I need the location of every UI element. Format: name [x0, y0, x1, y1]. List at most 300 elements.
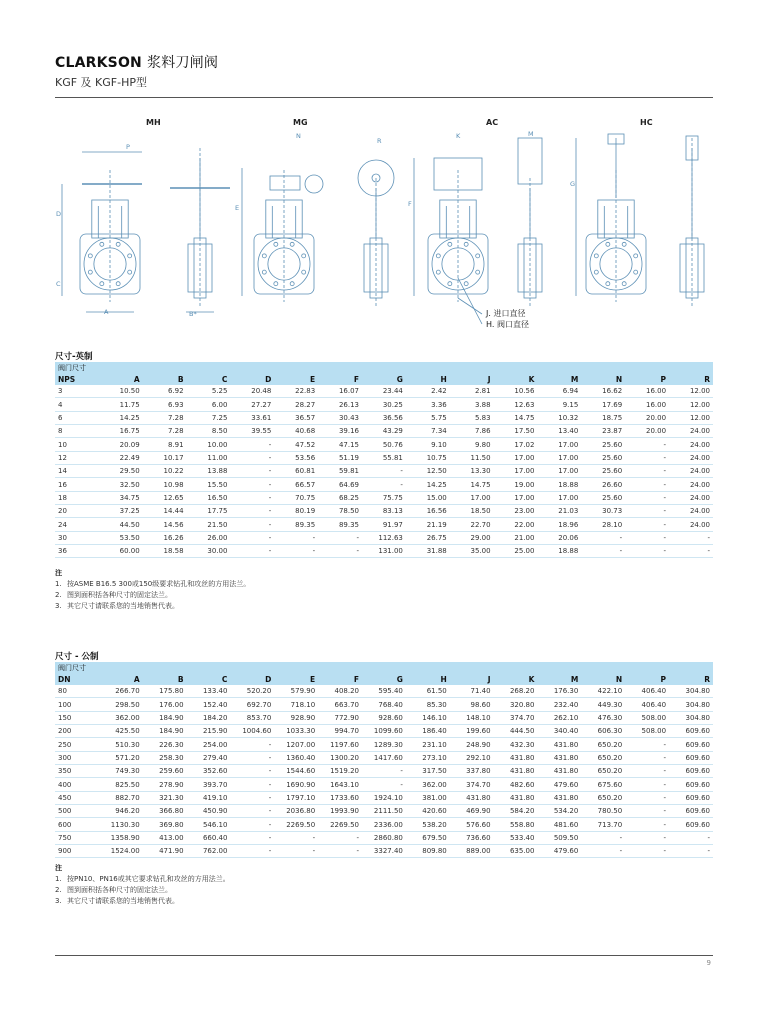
metric-value-cell: 946.20 — [99, 805, 143, 818]
metric-value-cell: - — [274, 831, 318, 844]
mh-front-bolt-hole — [100, 282, 104, 286]
imperial-value-cell: 22.70 — [450, 518, 494, 531]
ac-front-bolt-hole — [476, 270, 480, 274]
imperial-value-cell: 20.00 — [625, 425, 669, 438]
metric-value-cell: 520.20 — [230, 685, 274, 698]
metric-value-cell: 413.00 — [143, 831, 187, 844]
metric-table-caption: 阀门尺寸 — [55, 662, 713, 673]
imperial-value-cell: 13.40 — [537, 425, 581, 438]
imperial-value-cell: - — [625, 531, 669, 544]
mh-front-bolt-hole — [88, 254, 92, 258]
metric-value-cell: 184.90 — [143, 711, 187, 724]
metric-value-cell: - — [230, 738, 274, 751]
imperial-value-cell: 15.50 — [187, 478, 231, 491]
mg-gearbox — [270, 176, 300, 190]
metric-value-cell: 1797.10 — [274, 791, 318, 804]
imperial-size-cell: 24 — [55, 518, 99, 531]
imperial-value-cell: 12.50 — [406, 465, 450, 478]
imperial-table-row — [55, 411, 713, 424]
hc-front-bolt-hole — [606, 282, 610, 286]
metric-value-cell: 534.20 — [537, 805, 581, 818]
ac-front-bolt-hole — [448, 242, 452, 246]
ac-front-bolt-hole — [464, 282, 468, 286]
imperial-value-cell: 25.60 — [581, 465, 625, 478]
metric-value-cell: 215.90 — [187, 725, 231, 738]
metric-col-header: G — [362, 673, 406, 685]
metric-value-cell: - — [625, 765, 669, 778]
imperial-value-cell: 83.13 — [362, 505, 406, 518]
imperial-col-header: N — [581, 373, 625, 385]
imperial-value-cell: 24.00 — [669, 465, 713, 478]
imperial-value-cell: - — [625, 478, 669, 491]
metric-value-cell: 425.50 — [99, 725, 143, 738]
imperial-value-cell: - — [581, 545, 625, 558]
imperial-value-cell: 26.13 — [318, 398, 362, 411]
metric-col-header: K — [494, 673, 538, 685]
imperial-value-cell: 15.00 — [406, 491, 450, 504]
metric-col-header: D — [230, 673, 274, 685]
metric-value-cell: 650.20 — [581, 738, 625, 751]
metric-col-header: H — [406, 673, 450, 685]
metric-value-cell: 1358.90 — [99, 831, 143, 844]
metric-value-cell: 2269.50 — [318, 818, 362, 831]
dim-label-e: E — [235, 204, 240, 212]
metric-value-cell: 146.10 — [406, 711, 450, 724]
metric-value-cell: 369.80 — [143, 818, 187, 831]
metric-value-cell: 340.40 — [537, 725, 581, 738]
metric-value-cell: 133.40 — [187, 685, 231, 698]
imperial-value-cell: 53.56 — [274, 451, 318, 464]
metric-size-cell: 250 — [55, 738, 99, 751]
metric-value-cell: 479.60 — [537, 845, 581, 858]
mg-front-bolt-hole — [262, 270, 266, 274]
imperial-value-cell: 34.75 — [99, 491, 143, 504]
hc-front-bolt-hole — [606, 242, 610, 246]
metric-value-cell: 298.50 — [99, 698, 143, 711]
imperial-value-cell: 17.00 — [537, 465, 581, 478]
imperial-value-cell: 66.57 — [274, 478, 318, 491]
metric-value-cell: 352.60 — [187, 765, 231, 778]
metric-value-cell: 509.50 — [537, 831, 581, 844]
imperial-value-cell: 10.00 — [187, 438, 231, 451]
imperial-value-cell: - — [669, 545, 713, 558]
metric-value-cell: 1993.90 — [318, 805, 362, 818]
metric-value-cell: 431.80 — [537, 765, 581, 778]
metric-value-cell: - — [581, 845, 625, 858]
metric-value-cell: 1130.30 — [99, 818, 143, 831]
imperial-value-cell: 50.76 — [362, 438, 406, 451]
imperial-size-cell: 20 — [55, 505, 99, 518]
imperial-value-cell: 9.80 — [450, 438, 494, 451]
hc-front-bolt-hole — [594, 254, 598, 258]
imperial-value-cell: 89.35 — [274, 518, 318, 531]
mg-front-bolt-hole — [302, 254, 306, 258]
mg-front-bolt-hole — [274, 242, 278, 246]
metric-value-cell: 749.30 — [99, 765, 143, 778]
metric-value-cell: 1207.00 — [274, 738, 318, 751]
imperial-value-cell: 16.00 — [625, 385, 669, 398]
imperial-col-header: P — [625, 373, 669, 385]
metric-value-cell: - — [230, 751, 274, 764]
title-product: 浆料刀闸阀 — [147, 55, 219, 71]
metric-value-cell: 98.60 — [450, 698, 494, 711]
metric-value-cell: - — [230, 791, 274, 804]
metric-value-cell: 259.60 — [143, 765, 187, 778]
imperial-value-cell: 23.44 — [362, 385, 406, 398]
metric-value-cell: 660.40 — [187, 831, 231, 844]
imperial-size-cell: 8 — [55, 425, 99, 438]
imperial-value-cell: 19.00 — [494, 478, 538, 491]
imperial-value-cell: - — [362, 478, 406, 491]
metric-value-cell: 482.60 — [494, 778, 538, 791]
metric-value-cell: 1519.20 — [318, 765, 362, 778]
imperial-value-cell: 17.00 — [450, 491, 494, 504]
metric-value-cell: - — [625, 805, 669, 818]
metric-value-cell: - — [230, 818, 274, 831]
imperial-value-cell: 8.50 — [187, 425, 231, 438]
metric-value-cell: 609.60 — [669, 751, 713, 764]
metric-value-cell: 533.40 — [494, 831, 538, 844]
metric-size-cell: 900 — [55, 845, 99, 858]
imperial-value-cell: 7.28 — [143, 425, 187, 438]
metric-size-cell: 450 — [55, 791, 99, 804]
metric-value-cell: 431.80 — [537, 751, 581, 764]
title-brand: CLARKSON — [55, 55, 142, 71]
metric-value-cell: - — [625, 778, 669, 791]
imperial-value-cell: 22.83 — [274, 385, 318, 398]
hc-front-bolt-hole — [622, 282, 626, 286]
imperial-value-cell: 21.50 — [187, 518, 231, 531]
imperial-value-cell: 17.00 — [494, 451, 538, 464]
imperial-table-caption: 阀门尺寸 — [55, 362, 713, 373]
metric-table-row — [55, 698, 713, 711]
imperial-value-cell: 18.75 — [581, 411, 625, 424]
imperial-value-cell: 40.68 — [274, 425, 318, 438]
imperial-value-cell: 16.26 — [143, 531, 187, 544]
metric-value-cell: 736.60 — [450, 831, 494, 844]
imperial-size-cell: 12 — [55, 451, 99, 464]
imperial-value-cell: - — [230, 438, 274, 451]
imperial-col-header: C — [187, 373, 231, 385]
metric-col-header: C — [187, 673, 231, 685]
ac-front-bolt-hole — [436, 270, 440, 274]
imperial-value-cell: 10.22 — [143, 465, 187, 478]
metric-value-cell: 889.00 — [450, 845, 494, 858]
imperial-value-cell: - — [669, 531, 713, 544]
imperial-value-cell: 30.73 — [581, 505, 625, 518]
ac-front-bolt-hole — [436, 254, 440, 258]
ac-front-bolt-hole — [448, 282, 452, 286]
imperial-value-cell: - — [274, 545, 318, 558]
mh-front-bolt-hole — [100, 242, 104, 246]
footer-divider — [55, 955, 713, 956]
imperial-value-cell: - — [230, 545, 274, 558]
imperial-size-cell: 6 — [55, 411, 99, 424]
imperial-value-cell: 24.00 — [669, 505, 713, 518]
metric-col-header: M — [537, 673, 581, 685]
imperial-value-cell: 39.16 — [318, 425, 362, 438]
metric-value-cell: 317.50 — [406, 765, 450, 778]
metric-value-cell: 510.30 — [99, 738, 143, 751]
metric-value-cell: 431.80 — [537, 738, 581, 751]
imperial-value-cell: 20.00 — [625, 411, 669, 424]
imperial-value-cell: 16.62 — [581, 385, 625, 398]
metric-value-cell: 994.70 — [318, 725, 362, 738]
metric-value-cell: 450.90 — [187, 805, 231, 818]
imperial-value-cell: 11.50 — [450, 451, 494, 464]
imperial-value-cell: 23.00 — [494, 505, 538, 518]
metric-value-cell: - — [362, 765, 406, 778]
metric-value-cell: 1360.40 — [274, 751, 318, 764]
metric-value-cell: 571.20 — [99, 751, 143, 764]
metric-value-cell: 2860.80 — [362, 831, 406, 844]
metric-col-header: B — [143, 673, 187, 685]
metric-value-cell: 1099.60 — [362, 725, 406, 738]
imperial-value-cell: 16.50 — [187, 491, 231, 504]
imperial-col-header: E — [274, 373, 318, 385]
imperial-value-cell: 91.97 — [362, 518, 406, 531]
imperial-value-cell: - — [230, 518, 274, 531]
imperial-value-cell: - — [318, 545, 362, 558]
metric-value-cell: 469.90 — [450, 805, 494, 818]
metric-value-cell: - — [625, 845, 669, 858]
metric-value-cell: 809.80 — [406, 845, 450, 858]
imperial-value-cell: 24.00 — [669, 425, 713, 438]
imperial-value-cell: - — [625, 491, 669, 504]
metric-value-cell: - — [318, 845, 362, 858]
metric-value-cell: 481.60 — [537, 818, 581, 831]
metric-col-header: P — [625, 673, 669, 685]
imperial-value-cell: - — [625, 545, 669, 558]
imperial-value-cell: 6.93 — [143, 398, 187, 411]
imperial-note: 1. 按ASME B16.5 300或150级要求钻孔和攻丝的方用法兰。 — [55, 580, 251, 588]
metric-value-cell: - — [318, 831, 362, 844]
metric-col-header: E — [274, 673, 318, 685]
metric-value-cell: 546.10 — [187, 818, 231, 831]
imperial-value-cell: 11.00 — [187, 451, 231, 464]
metric-value-cell: 420.60 — [406, 805, 450, 818]
metric-value-cell: 419.10 — [187, 791, 231, 804]
metric-value-cell: 825.50 — [99, 778, 143, 791]
imperial-value-cell: 78.50 — [318, 505, 362, 518]
metric-value-cell: - — [625, 818, 669, 831]
metric-value-cell: 431.80 — [537, 791, 581, 804]
imperial-table-row — [55, 531, 713, 544]
metric-value-cell: 609.60 — [669, 765, 713, 778]
metric-value-cell: 232.40 — [537, 698, 581, 711]
metric-value-cell: 508.00 — [625, 711, 669, 724]
imperial-col-header: F — [318, 373, 362, 385]
imperial-value-cell: 17.00 — [537, 491, 581, 504]
imperial-value-cell: 12.63 — [494, 398, 538, 411]
label-ac: AC — [486, 118, 499, 127]
metric-value-cell: 663.70 — [318, 698, 362, 711]
metric-value-cell: 1643.10 — [318, 778, 362, 791]
imperial-table-body — [55, 385, 713, 558]
imperial-col-header: R — [669, 373, 713, 385]
imperial-value-cell: 3.88 — [450, 398, 494, 411]
imperial-table-row — [55, 545, 713, 558]
metric-col-header: R — [669, 673, 713, 685]
label-hc: HC — [640, 118, 653, 127]
imperial-value-cell: 89.35 — [318, 518, 362, 531]
imperial-value-cell: 17.69 — [581, 398, 625, 411]
imperial-value-cell: 20.48 — [230, 385, 274, 398]
metric-value-cell: - — [625, 738, 669, 751]
ac-front-bolt-hole — [464, 242, 468, 246]
page-subtitle: KGF 及 KGF-HP型 — [55, 76, 147, 89]
metric-value-cell: 406.40 — [625, 685, 669, 698]
imperial-size-cell: 3 — [55, 385, 99, 398]
imperial-value-cell: 2.81 — [450, 385, 494, 398]
metric-value-cell: 718.10 — [274, 698, 318, 711]
metric-value-cell: 432.30 — [494, 738, 538, 751]
imperial-value-cell: 26.60 — [581, 478, 625, 491]
imperial-col-header: B — [143, 373, 187, 385]
metric-value-cell: - — [669, 845, 713, 858]
imperial-notes — [55, 568, 250, 612]
imperial-section-title: 尺寸-英制 — [55, 352, 93, 362]
dim-label-p: P — [126, 143, 130, 151]
metric-value-cell: 374.70 — [450, 778, 494, 791]
metric-value-cell: 1924.10 — [362, 791, 406, 804]
imperial-value-cell: 8.91 — [143, 438, 187, 451]
metric-value-cell: 431.80 — [494, 751, 538, 764]
metric-value-cell: 780.50 — [581, 805, 625, 818]
metric-value-cell: 393.70 — [187, 778, 231, 791]
mg-front-bolt-hole — [274, 282, 278, 286]
imperial-value-cell: 18.50 — [450, 505, 494, 518]
metric-value-cell: 186.40 — [406, 725, 450, 738]
metric-value-cell: 320.80 — [494, 698, 538, 711]
metric-value-cell: 558.80 — [494, 818, 538, 831]
metric-value-cell: 2269.50 — [274, 818, 318, 831]
imperial-value-cell: 24.00 — [669, 491, 713, 504]
dim-label-c: C — [56, 280, 61, 288]
imperial-col-header: A — [99, 373, 143, 385]
imperial-value-cell: 80.19 — [274, 505, 318, 518]
metric-note: 1. 按PN10、PN16或其它要求钻孔和攻丝的方用法兰。 — [55, 875, 230, 883]
metric-value-cell: 199.60 — [450, 725, 494, 738]
mg-gear-wheel — [305, 175, 323, 193]
imperial-value-cell: 21.00 — [494, 531, 538, 544]
metric-value-cell: 882.70 — [99, 791, 143, 804]
metric-value-cell: 449.30 — [581, 698, 625, 711]
metric-size-cell: 400 — [55, 778, 99, 791]
metric-value-cell: 762.00 — [187, 845, 231, 858]
metric-table-row — [55, 711, 713, 724]
metric-value-cell: 538.20 — [406, 818, 450, 831]
imperial-value-cell: 44.50 — [99, 518, 143, 531]
metric-col-header: A — [99, 673, 143, 685]
imperial-table-row — [55, 385, 713, 398]
metric-value-cell: 258.30 — [143, 751, 187, 764]
metric-table-row — [55, 751, 713, 764]
metric-value-cell: 176.00 — [143, 698, 187, 711]
metric-col-header: F — [318, 673, 362, 685]
metric-value-cell: 362.00 — [406, 778, 450, 791]
imperial-value-cell: 47.15 — [318, 438, 362, 451]
metric-value-cell: 278.90 — [143, 778, 187, 791]
metric-value-cell: 508.00 — [625, 725, 669, 738]
mh-front-bolt-hole — [128, 254, 132, 258]
metric-value-cell: 584.20 — [494, 805, 538, 818]
label-mg: MG — [293, 118, 308, 127]
metric-value-cell: 268.20 — [494, 685, 538, 698]
metric-notes — [55, 863, 230, 907]
metric-table-row — [55, 685, 713, 698]
imperial-value-cell: 59.81 — [318, 465, 362, 478]
imperial-value-cell: 14.25 — [99, 411, 143, 424]
imperial-value-cell: 14.56 — [143, 518, 187, 531]
imperial-value-cell: 131.00 — [362, 545, 406, 558]
imperial-value-cell: 16.56 — [406, 505, 450, 518]
metric-value-cell: 184.20 — [187, 711, 231, 724]
imperial-value-cell: 112.63 — [362, 531, 406, 544]
metric-notes-title: 注 — [55, 864, 62, 872]
imperial-value-cell: 13.88 — [187, 465, 231, 478]
metric-value-cell: 1417.60 — [362, 751, 406, 764]
callout-inlet-diameter: J. 进口直径 — [486, 309, 526, 318]
metric-value-cell: 273.10 — [406, 751, 450, 764]
metric-value-cell: 609.60 — [669, 818, 713, 831]
mh-front-bolt-hole — [116, 282, 120, 286]
imperial-value-cell: 12.65 — [143, 491, 187, 504]
metric-value-cell: 1544.60 — [274, 765, 318, 778]
imperial-col-header: J — [450, 373, 494, 385]
metric-table-row — [55, 725, 713, 738]
imperial-value-cell: 68.25 — [318, 491, 362, 504]
imperial-col-header: M — [537, 373, 581, 385]
metric-value-cell: 71.40 — [450, 685, 494, 698]
metric-value-cell: 1289.30 — [362, 738, 406, 751]
imperial-value-cell: 23.87 — [581, 425, 625, 438]
imperial-value-cell: 9.10 — [406, 438, 450, 451]
metric-value-cell: 579.90 — [274, 685, 318, 698]
imperial-value-cell: 2.42 — [406, 385, 450, 398]
imperial-size-cell: 14 — [55, 465, 99, 478]
dim-label-f: F — [408, 200, 412, 208]
imperial-value-cell: 29.00 — [450, 531, 494, 544]
metric-value-cell: - — [230, 765, 274, 778]
mh-front-bolt-hole — [116, 242, 120, 246]
imperial-value-cell: 18.88 — [537, 478, 581, 491]
metric-value-cell: 2111.50 — [362, 805, 406, 818]
metric-value-cell: - — [230, 805, 274, 818]
imperial-value-cell: 75.75 — [362, 491, 406, 504]
imperial-value-cell: 36.57 — [274, 411, 318, 424]
metric-value-cell: 374.70 — [494, 711, 538, 724]
imperial-size-cell: 16 — [55, 478, 99, 491]
dim-label-d: D — [56, 210, 62, 218]
imperial-value-cell: 27.27 — [230, 398, 274, 411]
imperial-value-cell: 64.69 — [318, 478, 362, 491]
metric-table-row — [55, 765, 713, 778]
imperial-value-cell: 16.00 — [625, 398, 669, 411]
metric-value-cell: 635.00 — [494, 845, 538, 858]
imperial-value-cell: 10.32 — [537, 411, 581, 424]
imperial-table-row — [55, 438, 713, 451]
metric-value-cell: 1197.60 — [318, 738, 362, 751]
mg-front-bolt-hole — [262, 254, 266, 258]
imperial-note: 2. 图到面积括各种尺寸的固定法兰。 — [55, 591, 172, 599]
dim-label-m: M — [528, 130, 534, 138]
metric-note: 2. 图到面积括各种尺寸的固定法兰。 — [55, 886, 172, 894]
imperial-value-cell: 30.25 — [362, 398, 406, 411]
metric-value-cell: - — [625, 751, 669, 764]
imperial-value-cell: - — [625, 518, 669, 531]
metric-size-cell: 750 — [55, 831, 99, 844]
